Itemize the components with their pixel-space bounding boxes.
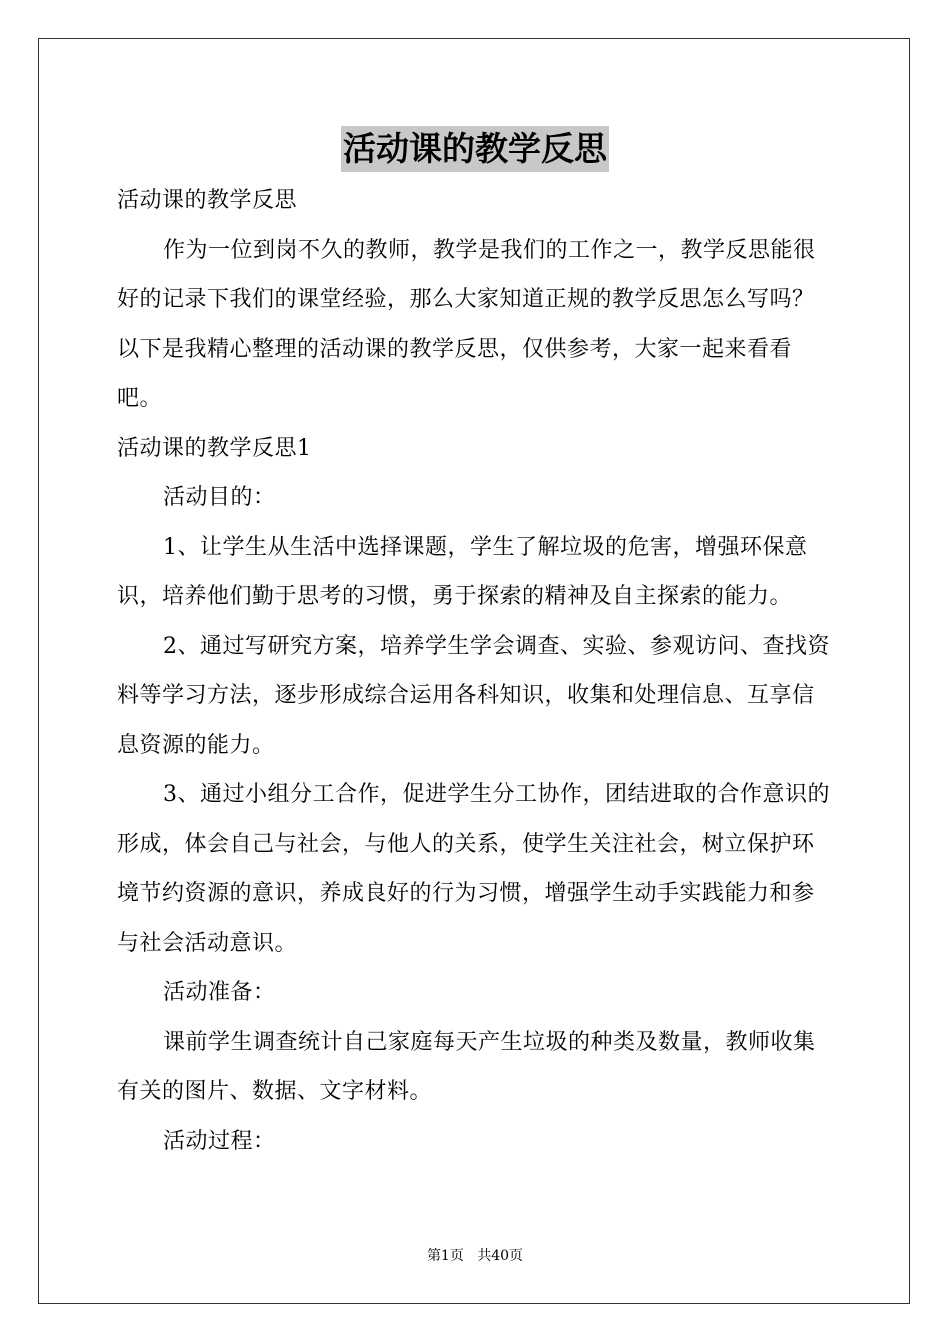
title-wrap — [0, 126, 950, 172]
document-body — [117, 176, 835, 1166]
document-title: 活动课的教学反思 — [341, 126, 609, 172]
paragraph: 作为一位到岗不久的教师，教学是我们的工作之一，教学反思能很好的记录下我们的课堂经验，那么大家知道正规的教学反思怎么写吗？以下是我精心整理的活动课的教学反思，仅供参考，大家一起来看看吧。 — [117, 237, 816, 411]
paragraph: 活动目的： — [163, 485, 276, 510]
paragraph: 活动准备： — [163, 980, 276, 1005]
section-heading: 活动课的教学反思1 — [117, 435, 312, 461]
paragraph: 课前学生调查统计自己家庭每天产生垃圾的种类及数量，教师收集有关的图片、数据、文字材料。 — [117, 1029, 816, 1104]
paragraph: 3、通过小组分工合作，促进学生分工协作，团结进取的合作意识的形成，体会自己与社会，与他人的关系，使学生关注社会，树立保护环境节约资源的意识，养成良好的行为习惯，增强学生动手实践能力和参与社会活动意识。 — [117, 782, 830, 956]
page-total: 共40页 — [477, 1248, 524, 1264]
page-number: 第1页 — [426, 1248, 464, 1264]
paragraph: 活动过程： — [163, 1128, 276, 1154]
page-footer — [0, 1246, 950, 1266]
paragraph: 活动课的教学反思 — [117, 188, 298, 213]
paragraph: 1、让学生从生活中选择课题，学生了解垃圾的危害，增强环保意识，培养他们勤于思考的习惯，勇于探索的精神及自主探索的能力。 — [117, 534, 808, 609]
paragraph: 2、通过写研究方案，培养学生学会调查、实验、参观访问、查找资料等学习方法，逐步形成综合运用各科知识，收集和处理信息、互享信息资源的能力。 — [117, 633, 830, 758]
